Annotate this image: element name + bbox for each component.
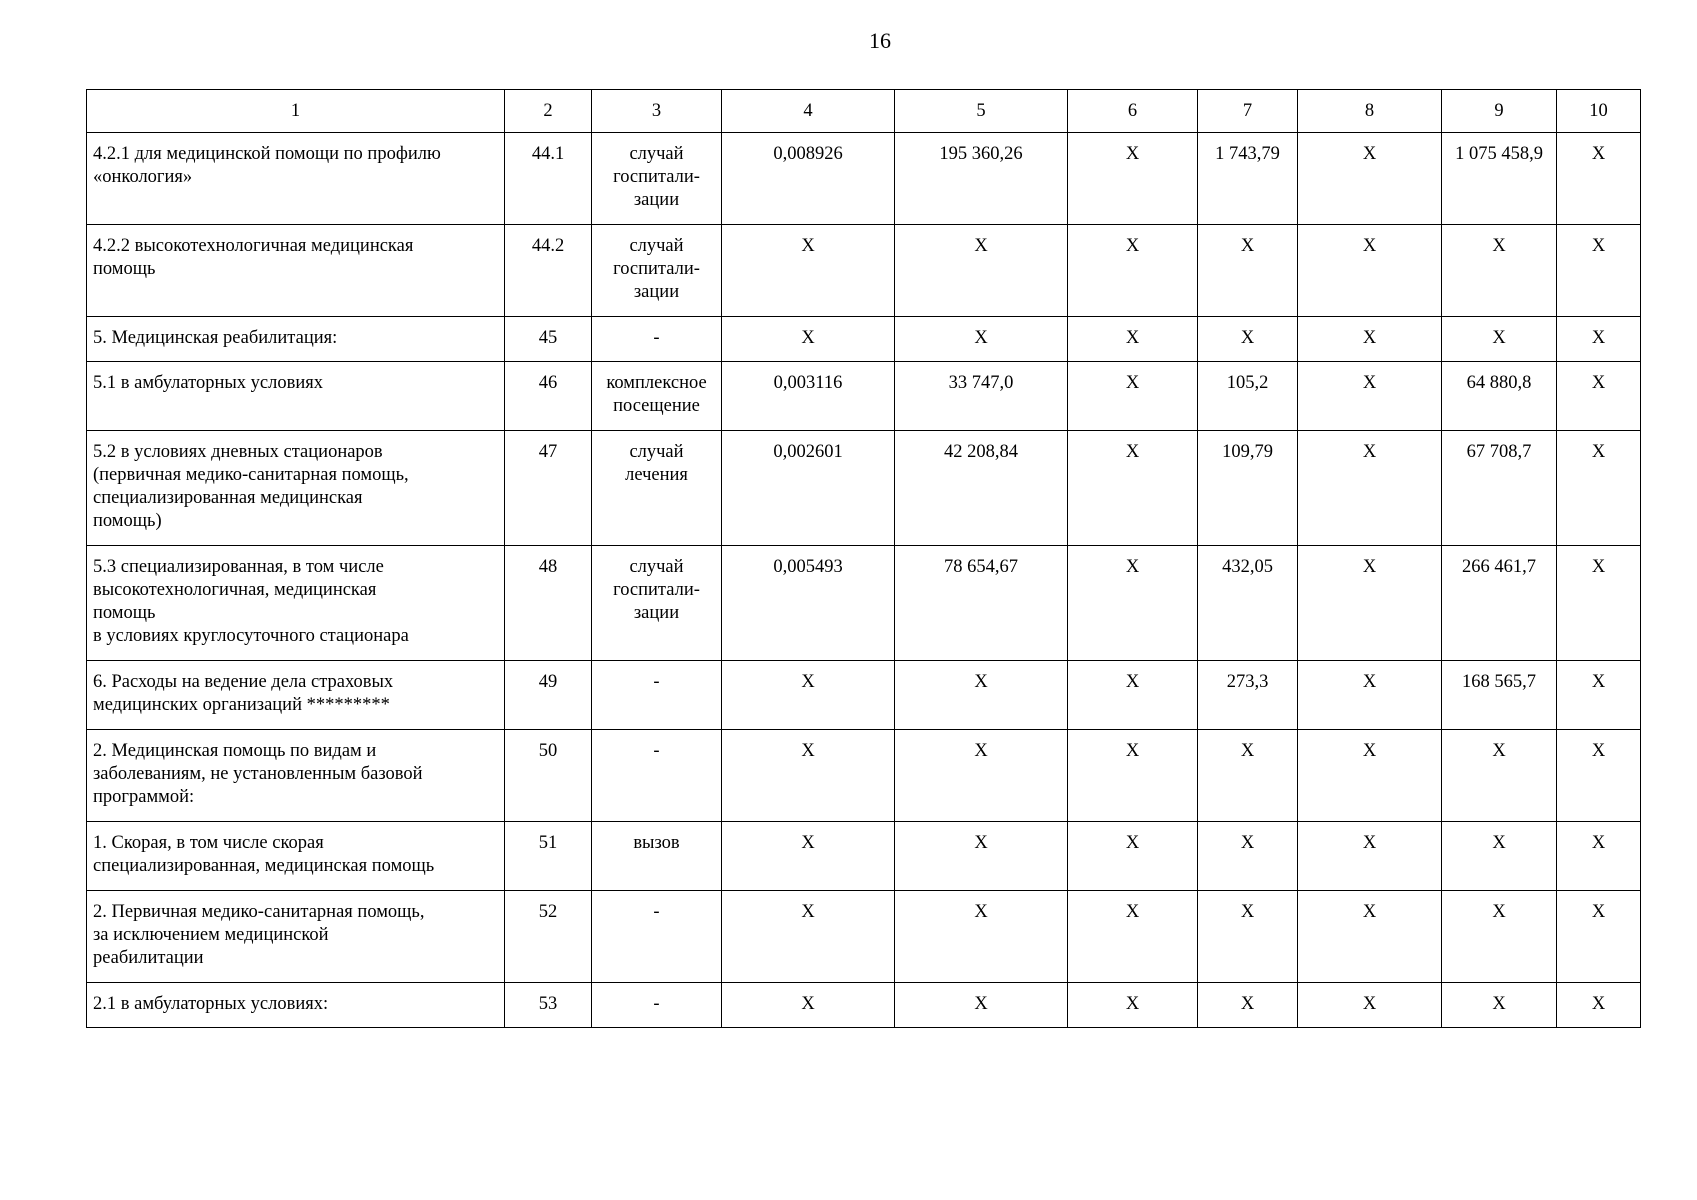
row-name-cell — [87, 730, 505, 822]
row-name-line: 5.2 в условиях дневных стационаров — [93, 442, 383, 462]
row-unit-line: - — [653, 994, 660, 1014]
row-name-cell — [87, 133, 505, 225]
row-value-cell-v10: Х — [1557, 362, 1641, 431]
data-table — [86, 89, 1641, 1028]
row-value-cell-v7: 109,79 — [1198, 431, 1298, 546]
row-value-cell-v8: Х — [1298, 362, 1442, 431]
row-value-cell-v5: 42 208,84 — [895, 431, 1068, 546]
row-value-cell-v7: Х — [1198, 225, 1298, 317]
row-value-cell-v7: 273,3 — [1198, 661, 1298, 730]
table-row — [87, 983, 1641, 1028]
row-value-cell-v4: 0,008926 — [722, 133, 895, 225]
row-code-cell: 44.1 — [505, 133, 592, 225]
header-cell: 7 — [1198, 90, 1298, 133]
row-unit-line: - — [653, 328, 660, 348]
row-unit-line: случай — [629, 442, 684, 462]
row-unit-cell — [592, 983, 722, 1028]
row-unit-line: госпитали- — [613, 580, 700, 600]
row-value-cell-v9: 168 565,7 — [1442, 661, 1557, 730]
row-unit-cell — [592, 133, 722, 225]
row-name-line: в условиях круглосуточного стационара — [93, 626, 409, 646]
row-value-cell-v8: Х — [1298, 546, 1442, 661]
row-value-cell-v8: Х — [1298, 822, 1442, 891]
row-value-cell-v9: 1 075 458,9 — [1442, 133, 1557, 225]
row-name-cell — [87, 891, 505, 983]
row-value-cell-v8: Х — [1298, 133, 1442, 225]
table-row — [87, 891, 1641, 983]
row-value-cell-v10: Х — [1557, 225, 1641, 317]
row-code-cell: 50 — [505, 730, 592, 822]
row-value-cell-v8: Х — [1298, 891, 1442, 983]
row-value-cell-v4: 0,002601 — [722, 431, 895, 546]
row-name-cell — [87, 661, 505, 730]
row-unit-cell — [592, 225, 722, 317]
row-value-cell-v6: Х — [1068, 362, 1198, 431]
table-row — [87, 362, 1641, 431]
row-unit-cell — [592, 317, 722, 362]
row-value-cell-v8: Х — [1298, 431, 1442, 546]
row-name-line: помощь — [93, 603, 156, 623]
row-value-cell-v4: Х — [722, 225, 895, 317]
table-row — [87, 661, 1641, 730]
row-value-cell-v7: Х — [1198, 983, 1298, 1028]
row-code-cell: 47 — [505, 431, 592, 546]
row-unit-cell — [592, 431, 722, 546]
header-cell: 6 — [1068, 90, 1198, 133]
header-cell: 1 — [87, 90, 505, 133]
row-value-cell-v5: Х — [895, 822, 1068, 891]
row-value-cell-v5: 195 360,26 — [895, 133, 1068, 225]
row-value-cell-v9: Х — [1442, 225, 1557, 317]
header-cell: 2 — [505, 90, 592, 133]
header-cell: 9 — [1442, 90, 1557, 133]
row-name-cell — [87, 362, 505, 431]
row-value-cell-v9: Х — [1442, 822, 1557, 891]
row-name-line: 2. Медицинская помощь по видам и — [93, 741, 377, 761]
page-number: 16 — [869, 28, 891, 53]
row-value-cell-v4: 0,005493 — [722, 546, 895, 661]
row-value-cell-v4: Х — [722, 822, 895, 891]
row-value-cell-v4: Х — [722, 730, 895, 822]
row-name-line: 5.1 в амбулаторных условиях — [93, 373, 324, 393]
header-cell: 8 — [1298, 90, 1442, 133]
row-unit-line: случай — [629, 236, 684, 256]
row-code-cell: 49 — [505, 661, 592, 730]
header-cell: 5 — [895, 90, 1068, 133]
row-unit-line: комплексное — [606, 373, 707, 393]
row-name-line: за исключением медицинской — [93, 925, 329, 945]
row-name-line: 2.1 в амбулаторных условиях: — [93, 994, 329, 1014]
row-value-cell-v5: Х — [895, 983, 1068, 1028]
row-name-line: (первичная медико-санитарная помощь, — [93, 465, 409, 485]
row-value-cell-v10: Х — [1557, 317, 1641, 362]
row-value-cell-v8: Х — [1298, 983, 1442, 1028]
row-name-line: 6. Расходы на ведение дела страховых — [93, 672, 394, 692]
row-value-cell-v10: Х — [1557, 431, 1641, 546]
row-value-cell-v10: Х — [1557, 661, 1641, 730]
row-value-cell-v9: 67 708,7 — [1442, 431, 1557, 546]
row-value-cell-v5: 33 747,0 — [895, 362, 1068, 431]
row-value-cell-v6: Х — [1068, 822, 1198, 891]
row-name-line: помощь — [93, 259, 156, 279]
row-name-line: 5.3 специализированная, в том числе — [93, 557, 384, 577]
row-value-cell-v7: 432,05 — [1198, 546, 1298, 661]
table-row — [87, 822, 1641, 891]
row-value-cell-v10: Х — [1557, 891, 1641, 983]
row-code-cell: 48 — [505, 546, 592, 661]
row-name-cell — [87, 546, 505, 661]
header-cell: 4 — [722, 90, 895, 133]
table-body — [87, 133, 1641, 1028]
row-value-cell-v6: Х — [1068, 983, 1198, 1028]
row-value-cell-v8: Х — [1298, 661, 1442, 730]
row-value-cell-v5: Х — [895, 661, 1068, 730]
row-value-cell-v4: 0,003116 — [722, 362, 895, 431]
table-row — [87, 546, 1641, 661]
row-unit-line: госпитали- — [613, 259, 700, 279]
row-name-line: специализированная, медицинская помощь — [93, 856, 435, 876]
row-unit-line: случай — [629, 557, 684, 577]
row-unit-cell — [592, 822, 722, 891]
row-unit-cell — [592, 661, 722, 730]
row-value-cell-v5: Х — [895, 317, 1068, 362]
row-name-line: «онкология» — [93, 167, 193, 187]
row-value-cell-v6: Х — [1068, 546, 1198, 661]
row-name-line: 5. Медицинская реабилитация: — [93, 328, 338, 348]
row-unit-line: вызов — [633, 833, 680, 853]
row-value-cell-v9: 64 880,8 — [1442, 362, 1557, 431]
row-value-cell-v10: Х — [1557, 133, 1641, 225]
row-name-cell — [87, 983, 505, 1028]
row-value-cell-v5: 78 654,67 — [895, 546, 1068, 661]
row-name-cell — [87, 317, 505, 362]
row-value-cell-v4: Х — [722, 317, 895, 362]
row-code-cell: 52 — [505, 891, 592, 983]
row-unit-cell — [592, 730, 722, 822]
row-name-line: высокотехнологичная, медицинская — [93, 580, 377, 600]
row-value-cell-v8: Х — [1298, 317, 1442, 362]
row-code-cell: 46 — [505, 362, 592, 431]
row-value-cell-v5: Х — [895, 891, 1068, 983]
row-value-cell-v5: Х — [895, 225, 1068, 317]
row-value-cell-v10: Х — [1557, 822, 1641, 891]
row-value-cell-v10: Х — [1557, 983, 1641, 1028]
row-unit-cell — [592, 546, 722, 661]
row-unit-cell — [592, 362, 722, 431]
row-value-cell-v6: Х — [1068, 431, 1198, 546]
row-unit-line: лечения — [625, 465, 688, 485]
row-name-cell — [87, 822, 505, 891]
row-value-cell-v8: Х — [1298, 730, 1442, 822]
row-name-line: помощь) — [93, 511, 162, 531]
row-value-cell-v6: Х — [1068, 133, 1198, 225]
row-code-cell: 53 — [505, 983, 592, 1028]
row-value-cell-v5: Х — [895, 730, 1068, 822]
row-value-cell-v10: Х — [1557, 730, 1641, 822]
table-row — [87, 730, 1641, 822]
row-unit-line: зации — [633, 603, 680, 623]
row-value-cell-v10: Х — [1557, 546, 1641, 661]
row-value-cell-v9: Х — [1442, 891, 1557, 983]
table-row — [87, 133, 1641, 225]
row-unit-cell — [592, 891, 722, 983]
row-value-cell-v7: 1 743,79 — [1198, 133, 1298, 225]
row-value-cell-v6: Х — [1068, 891, 1198, 983]
row-name-cell — [87, 431, 505, 546]
table-row — [87, 225, 1641, 317]
row-name-line: специализированная медицинская — [93, 488, 363, 508]
row-value-cell-v8: Х — [1298, 225, 1442, 317]
table-header-row — [87, 90, 1641, 133]
row-name-line: реабилитации — [93, 948, 204, 968]
row-value-cell-v4: Х — [722, 891, 895, 983]
row-value-cell-v6: Х — [1068, 730, 1198, 822]
row-value-cell-v9: Х — [1442, 730, 1557, 822]
row-code-cell: 44.2 — [505, 225, 592, 317]
row-unit-line: случай — [629, 144, 684, 164]
row-value-cell-v7: Х — [1198, 822, 1298, 891]
row-value-cell-v7: 105,2 — [1198, 362, 1298, 431]
row-name-line: 4.2.2 высокотехнологичная медицинская — [93, 236, 414, 256]
table-row — [87, 431, 1641, 546]
header-cell: 10 — [1557, 90, 1641, 133]
row-name-line: 2. Первичная медико-санитарная помощь, — [93, 902, 425, 922]
row-unit-line: госпитали- — [613, 167, 700, 187]
row-unit-line: зации — [633, 190, 680, 210]
row-name-line: 1. Скорая, в том числе скорая — [93, 833, 324, 853]
row-unit-line: зации — [633, 282, 680, 302]
row-unit-line: - — [653, 902, 660, 922]
row-name-cell — [87, 225, 505, 317]
row-value-cell-v9: Х — [1442, 983, 1557, 1028]
row-code-cell: 45 — [505, 317, 592, 362]
row-unit-line: - — [653, 741, 660, 761]
header-cell: 3 — [592, 90, 722, 133]
row-value-cell-v4: Х — [722, 661, 895, 730]
row-name-line: программой: — [93, 787, 195, 807]
row-value-cell-v4: Х — [722, 983, 895, 1028]
table-row — [87, 317, 1641, 362]
row-value-cell-v7: Х — [1198, 730, 1298, 822]
row-name-line: 4.2.1 для медицинской помощи по профилю — [93, 144, 441, 164]
row-name-line: медицинских организаций ********* — [93, 695, 390, 715]
row-code-cell: 51 — [505, 822, 592, 891]
row-value-cell-v6: Х — [1068, 661, 1198, 730]
row-value-cell-v6: Х — [1068, 317, 1198, 362]
row-value-cell-v7: Х — [1198, 317, 1298, 362]
row-value-cell-v9: 266 461,7 — [1442, 546, 1557, 661]
row-value-cell-v9: Х — [1442, 317, 1557, 362]
row-name-line: заболеваниям, не установленным базовой — [93, 764, 423, 784]
row-unit-line: посещение — [613, 396, 700, 416]
row-value-cell-v7: Х — [1198, 891, 1298, 983]
row-value-cell-v6: Х — [1068, 225, 1198, 317]
row-unit-line: - — [653, 672, 660, 692]
